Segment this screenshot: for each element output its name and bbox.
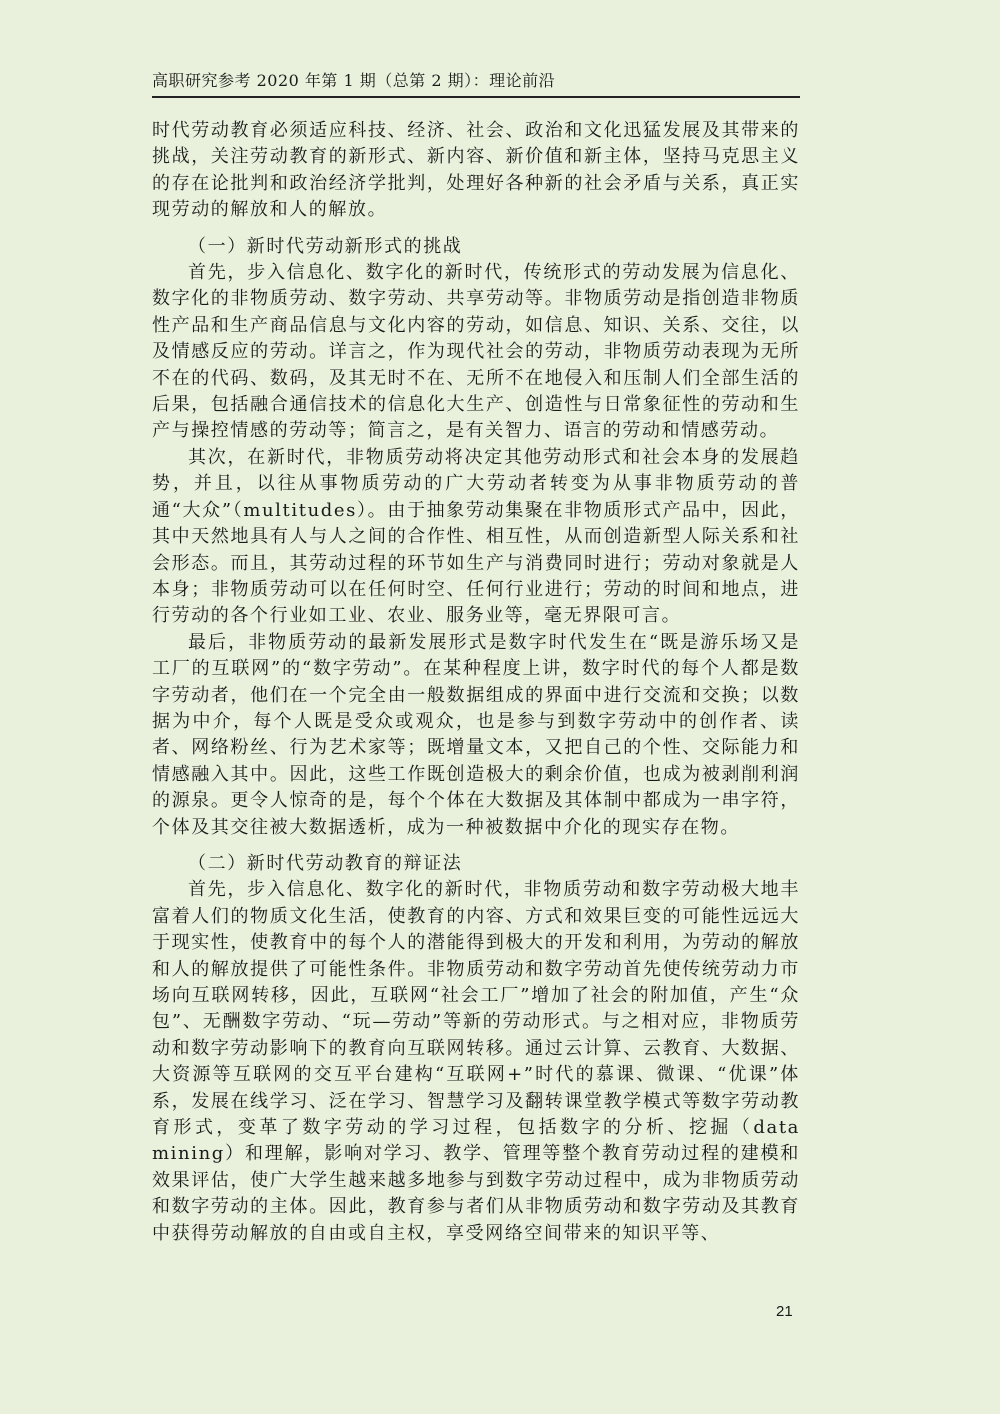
intro-paragraph: 时代劳动教育必须适应科技、经济、社会、政治和文化迅猛发展及其带来的挑战，关注劳动教育的新形式、新内容、新价值和新主体，坚持马克思主义的存在论批判和政治经济学批判，处理好各种新的社会矛盾与关系，真正实现劳动的解放和人的解放。: [152, 120, 800, 221]
section-heading-2: （二）新时代劳动教育的辩证法: [188, 852, 463, 874]
article-body: [152, 118, 800, 1247]
body-paragraph: 最后，非物质劳动的最新发展形式是数字时代发生在“既是游乐场又是工厂的互联网”的“数字劳动”。在某种程度上讲，数字时代的每个人都是数字劳动者，他们在一个完全由一般数据组成的界面中进行交流和交换；以数据为中介，每个人既是受众或观众，也是参与到数字劳动中的创作者、读者、网络粉丝、行为艺术家等；既增量文本，又把自己的个性、交际能力和情感融入其中。因此，这些工作既创造极大的剩余价值，也成为被剥削利润的源泉。更令人惊奇的是，每个个体在大数据及其体制中都成为一串字符，个体及其交往被大数据透析，成为一种被数据中介化的现实存在物。: [152, 631, 800, 838]
running-header: 高职研究参考 2020 年第 1 期（总第 2 期）：理论前沿: [152, 71, 556, 90]
body-paragraph: 首先，步入信息化、数字化的新时代，传统形式的劳动发展为信息化、数字化的非物质劳动、数字劳动、共享劳动等。非物质劳动是指创造非物质性产品和生产商品信息与文化内容的劳动，如信息、知识、关系、交往，以及情感反应的劳动。详言之，作为现代社会的劳动，非物质劳动表现为无所不在的代码、数码，及其无时不在、无所不在地侵入和压制人们全部生活的后果，包括融合通信技术的信息化大生产、创造性与日常象征性的劳动和生产与操控情感的劳动等；简言之，是有关智力、语言的劳动和情感劳动。: [152, 262, 800, 442]
body-paragraph: 其次，在新时代，非物质劳动将决定其他劳动形式和社会本身的发展趋势，并且，以往从事物质劳动的广大劳动者转变为从事非物质劳动的普通“大众”（multitudes）。由于抽象劳动集聚在非物质形式产品中，因此，其中天然地具有人与人之间的合作性、相互性，从而创造新型人际关系和社会形态。而且，其劳动过程的环节如生产与消费同时进行；劳动对象就是人本身；非物质劳动可以在任何时空、任何行业进行；劳动的时间和地点，进行劳动的各个行业如工业、农业、服务业等，毫无界限可言。: [152, 446, 800, 627]
page-number: 21: [776, 1303, 793, 1320]
header-divider: [152, 96, 800, 98]
section-heading-1: （一）新时代劳动新形式的挑战: [188, 235, 463, 257]
body-paragraph: 首先，步入信息化、数字化的新时代，非物质劳动和数字劳动极大地丰富着人们的物质文化生活，使教育的内容、方式和效果巨变的可能性远远大于现实性，使教育中的每个人的潜能得到极大的开发和利用，为劳动的解放和人的解放提供了可能性条件。非物质劳动和数字劳动首先使传统劳动力市场向互联网转移，因此，互联网“社会工厂”增加了社会的附加值，产生“众包”、无酬数字劳动、“玩—劳动”等新的劳动形式。与之相对应，非物质劳动和数字劳动影响下的教育向互联网转移。通过云计算、云教育、大数据、大资源等互联网的交互平台建构“互联网+”时代的慕课、微课、“优课”体系，发展在线学习、泛在学习、智慧学习及翻转课堂教学模式等数字劳动教育形式，变革了数字劳动的学习过程，包括数字的分析、挖掘（data mining）和理解，影响对学习、教学、管理等整个教育劳动过程的建模和效果评估，使广大学生越来越多地参与到数字劳动过程中，成为非物质劳动和数字劳动的主体。因此，教育参与者们从非物质劳动和数字劳动及其教育中获得劳动解放的自由或自主权，享受网络空间带来的知识平等、: [152, 879, 800, 1244]
